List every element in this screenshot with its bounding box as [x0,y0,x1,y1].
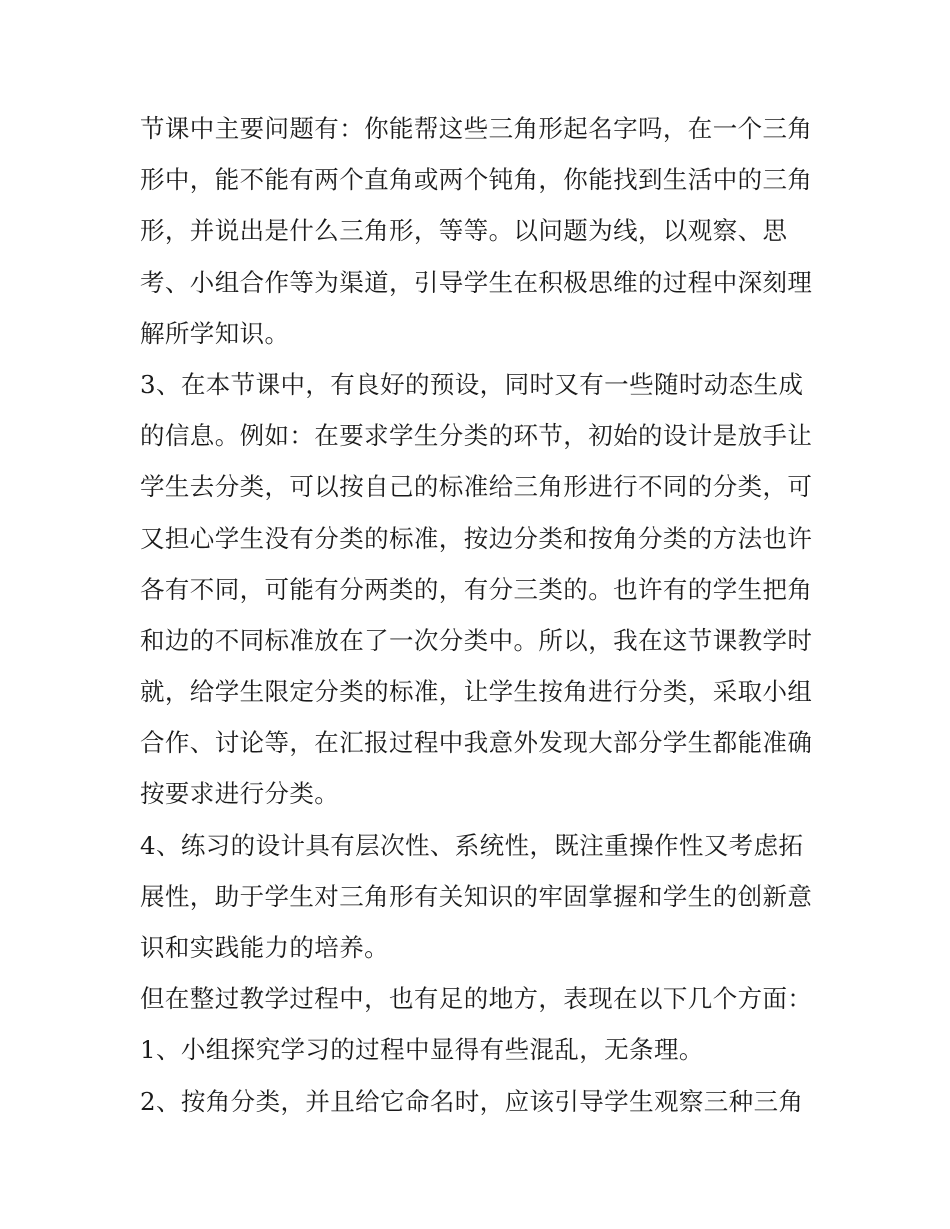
text-line: 又担心学生没有分类的标准，按边分类和按角分类的方法也许 [140,523,813,553]
text-line: 就，给学生限定分类的标准，让学生按角进行分类，采取小组 [140,677,813,707]
text-line: 1、小组探究学习的过程中显得有些混乱，无条理。 [140,1035,704,1065]
text-line: 展性，助于学生对三角形有关知识的牢固掌握和学生的创新意 [140,881,813,911]
text-line: 节课中主要问题有：你能帮这些三角形起名字吗，在一个三角 [140,114,813,143]
text-line: 学生去分类，可以按自己的标准给三角形进行不同的分类，可 [140,472,813,502]
document-body-text [140,103,820,1127]
text-line: 2、按角分类，并且给它命名时，应该引导学生观察三种三角 [140,1086,804,1116]
text-line: 解所学知识。 [140,318,290,348]
text-line: 4、练习的设计具有层次性、系统性，既注重操作性又考虑拓 [140,830,804,860]
text-line: 合作、讨论等，在汇报过程中我意外发现大部分学生都能准确 [140,728,813,758]
text-line: 的信息。例如：在要求学生分类的环节，初始的设计是放手让 [140,421,813,451]
text-line: 3、在本节课中，有良好的预设，同时又有一些随时动态生成 [140,369,804,399]
text-line: 但在整过教学过程中，也有足的地方，表现在以下几个方面： [140,984,813,1014]
text-line: 和边的不同标准放在了一次分类中。所以，我在这节课教学时 [140,625,813,655]
text-line: 各有不同，可能有分两类的，有分三类的。也许有的学生把角 [140,574,813,604]
text-line: 按要求进行分类。 [140,779,340,809]
text-line: 识和实践能力的培养。 [140,933,389,962]
text-line: 形中，能不能有两个直角或两个钝角，你能找到生活中的三角 [140,165,813,195]
text-line: 考、小组合作等为渠道，引导学生在积极思维的过程中深刻理 [140,267,813,297]
text-line: 形，并说出是什么三角形，等等。以问题为线，以观察、思 [140,216,788,246]
